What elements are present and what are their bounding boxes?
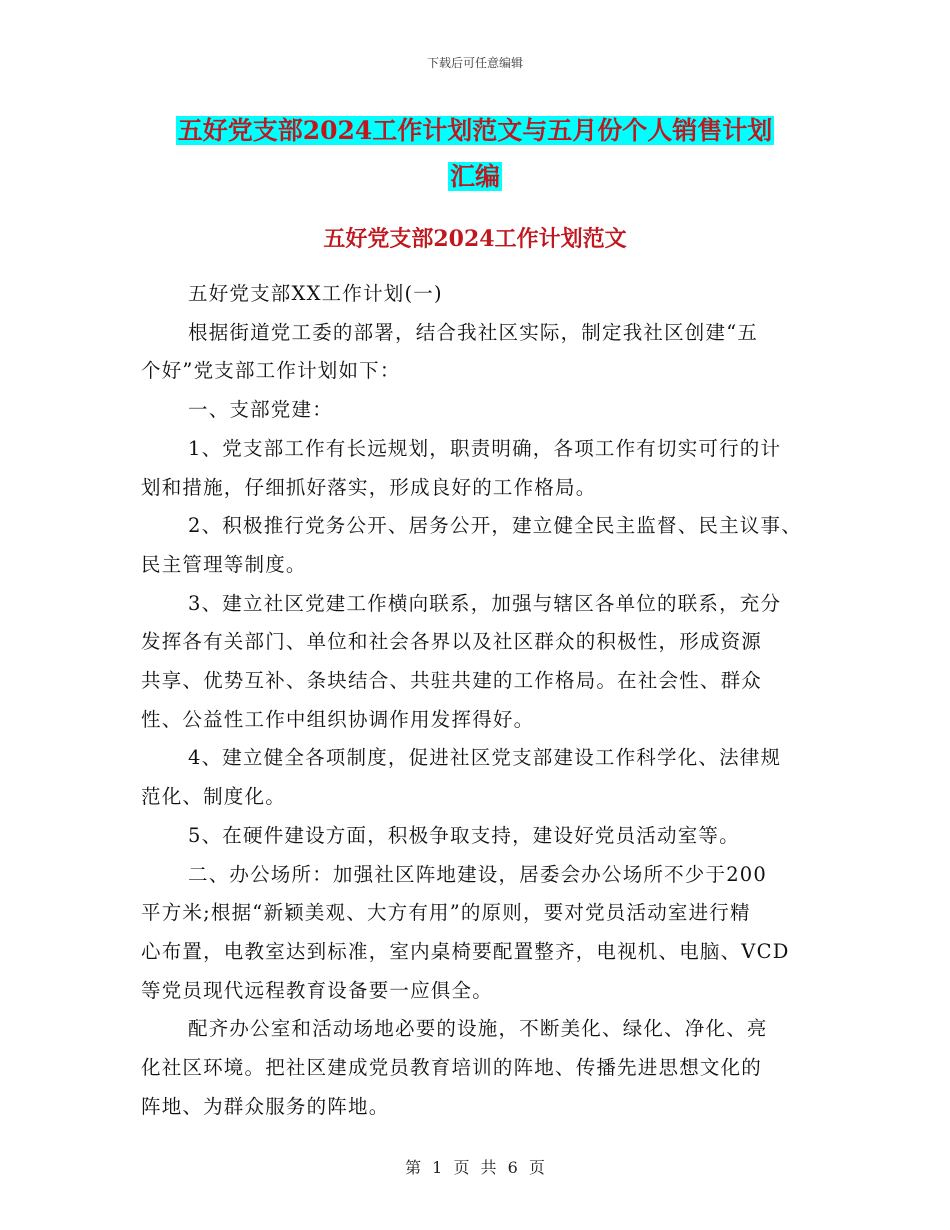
paragraph-first-line: 5、在硬件建设方面，积极争取支持，建设好党员活动室等。 xyxy=(188,823,740,847)
page-footer: 第 1 页 共 6 页 xyxy=(405,1158,545,1177)
paragraph-first-line: 一、支部党建： xyxy=(188,398,333,422)
paragraph-line: 平方米;根据“新颖美观、大方有用”的原则，要对党员活动室进行精 xyxy=(141,901,751,925)
paragraph-line: 个好”党支部工作计划如下： xyxy=(141,359,401,383)
paragraph-line: 民主管理等制度。 xyxy=(141,552,307,576)
paragraph-first-line: 二、办公场所：加强社区阵地建设，居委会办公场所不少于200 xyxy=(188,862,768,886)
paragraph-first-line: 配齐办公室和活动场地必要的设施，不断美化、绿化、净化、亮 xyxy=(188,1017,768,1041)
paragraph-line: 发挥各有关部门、单位和社会各界以及社区群众的积极性，形成资源 xyxy=(141,630,763,654)
paragraph-line: 范化、制度化。 xyxy=(141,785,286,809)
paragraph-first-line: 1、党支部工作有长远规划，职责明确，各项工作有切实可行的计 xyxy=(188,436,782,460)
paragraph-first-line: 3、建立社区党建工作横向联系，加强与辖区各单位的联系，充分 xyxy=(188,591,782,615)
paragraph-first-line: 根据街道党工委的部署，结合我社区实际，制定我社区创建“五 xyxy=(188,320,759,344)
paragraph-line: 性、公益性工作中组织协调作用发挥得好。 xyxy=(141,707,535,731)
paragraph-line: 心布置，电教室达到标准，室内桌椅要配置整齐，电视机、电脑、VCD xyxy=(141,939,790,963)
page-header: 下载后可任意编辑 xyxy=(426,56,523,70)
paragraph-first-line: 五好党支部XX工作计划(一) xyxy=(188,282,443,305)
paragraph-line: 划和措施，仔细抓好落实，形成良好的工作格局。 xyxy=(141,475,597,499)
paragraph-line: 化社区环境。把社区建成党员教育培训的阵地、传播先进思想文化的 xyxy=(141,1056,763,1079)
paragraph-first-line: 4、建立健全各项制度，促进社区党支部建设工作科学化、法律规 xyxy=(188,746,782,770)
section-title: 五好党支部2024工作计划范文 xyxy=(323,226,627,252)
paragraph-line: 阵地、为群众服务的阵地。 xyxy=(141,1094,390,1118)
document-title xyxy=(0,108,950,200)
document-title-line-2: 汇编 xyxy=(449,162,500,191)
paragraph-first-line: 2、积极推行党务公开、居务公开，建立健全民主监督、民主议事、 xyxy=(188,514,802,538)
paragraph-line: 共享、优势互补、条块结合、共驻共建的工作格局。在社会性、群众 xyxy=(141,669,763,692)
document-title-line-1: 五好党支部2024工作计划范文与五月份个人销售计划 xyxy=(177,116,773,145)
paragraph-line: 等党员现代远程教育设备要一应俱全。 xyxy=(141,978,493,1002)
